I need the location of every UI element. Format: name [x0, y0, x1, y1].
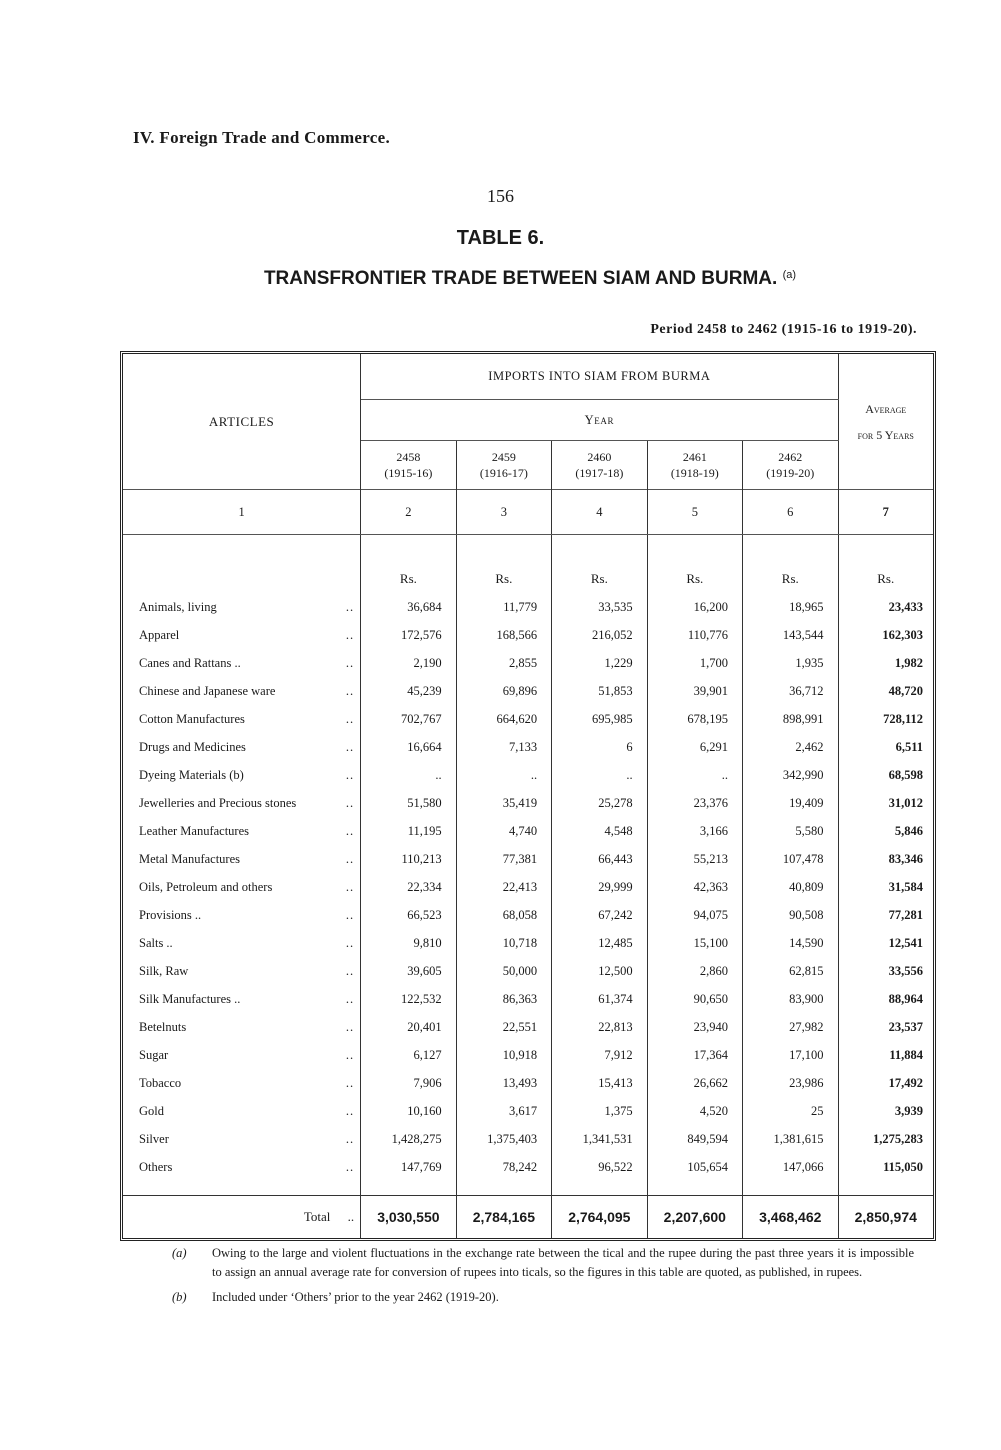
- trade-table-grid: [123, 354, 933, 1238]
- header-year-col: [361, 441, 456, 490]
- table-row: [123, 929, 933, 957]
- leader-dots: ..: [345, 935, 355, 950]
- year-value: 216,052: [552, 621, 647, 649]
- column-number-row: [123, 490, 933, 535]
- year-value: 42,363: [647, 873, 742, 901]
- total-value: 2,764,095: [552, 1196, 647, 1239]
- year-value: 22,551: [456, 1013, 551, 1041]
- leader-dots: ..: [345, 991, 355, 1006]
- year-value: 18,965: [743, 593, 838, 621]
- article-name: [123, 761, 361, 789]
- average-value: 33,556: [888, 963, 923, 978]
- table-row: [123, 733, 933, 761]
- unit-label: Rs.: [647, 535, 742, 594]
- year-value: 39,605: [361, 957, 456, 985]
- leader-dots: ..: [345, 739, 355, 754]
- year-value: 69,896: [456, 677, 551, 705]
- header-year-col: [647, 441, 742, 490]
- article-name-text: Silk Manufactures ..: [139, 991, 241, 1006]
- footnote-text: Included under ‘Others’ prior to the year 2462 (1919-20).: [212, 1290, 499, 1304]
- year-value: ..: [361, 761, 456, 789]
- year-value: 10,918: [456, 1041, 551, 1069]
- leader-dots: ..: [345, 1159, 355, 1174]
- year-value: 17,100: [743, 1041, 838, 1069]
- year-value: 45,239: [361, 677, 456, 705]
- article-name-text: Others: [139, 1159, 173, 1174]
- table-subtitle-text: TRANSFRONTIER TRADE BETWEEN SIAM AND BURMA.: [263, 268, 778, 289]
- year-value: 17,364: [647, 1041, 742, 1069]
- year-value: 1,375,403: [456, 1125, 551, 1153]
- year-value: 33,535: [552, 593, 647, 621]
- article-name: [123, 957, 361, 985]
- table-row: [123, 817, 933, 845]
- year-value: 172,576: [361, 621, 456, 649]
- table-row: [123, 789, 933, 817]
- average-value: 23,433: [888, 599, 923, 614]
- article-name-text: Provisions ..: [139, 907, 202, 922]
- year-value: 702,767: [361, 705, 456, 733]
- article-name: [123, 817, 361, 845]
- table-subtitle-note: (a): [782, 269, 797, 281]
- table-title: TABLE 6.: [456, 227, 545, 249]
- year-value: 1,229: [552, 649, 647, 677]
- leader-dots: ..: [345, 1075, 355, 1090]
- year-value: ..: [456, 761, 551, 789]
- year-value: 26,662: [647, 1069, 742, 1097]
- year-value: 898,991: [743, 705, 838, 733]
- year-value: 105,654: [647, 1153, 742, 1181]
- table-row: [123, 621, 933, 649]
- year-value: 83,900: [743, 985, 838, 1013]
- year-value: 122,532: [361, 985, 456, 1013]
- year-value: 6,291: [647, 733, 742, 761]
- unit-label: Rs.: [552, 535, 647, 594]
- article-name-text: Apparel: [139, 627, 180, 642]
- spacer-row: [123, 1181, 933, 1196]
- year-value: 678,195: [647, 705, 742, 733]
- footnote: [172, 1288, 914, 1307]
- year-value: 29,999: [552, 873, 647, 901]
- header-year-col: [743, 441, 838, 490]
- total-label-text: Total: [303, 1209, 331, 1224]
- article-name: [123, 733, 361, 761]
- year-label: 2459: [491, 450, 516, 464]
- year-value: 14,590: [743, 929, 838, 957]
- year-value: 1,700: [647, 649, 742, 677]
- year-value: 86,363: [456, 985, 551, 1013]
- year-value: 78,242: [456, 1153, 551, 1181]
- average-value: 17,492: [888, 1075, 923, 1090]
- year-value: 90,508: [743, 901, 838, 929]
- year-value: 1,428,275: [361, 1125, 456, 1153]
- total-row: [123, 1196, 933, 1239]
- header-average-line2: for 5 Years: [857, 427, 914, 442]
- year-value: 7,133: [456, 733, 551, 761]
- year-value: 55,213: [647, 845, 742, 873]
- year-span: (1918-19): [670, 466, 719, 480]
- year-value: 6,127: [361, 1041, 456, 1069]
- table-row: [123, 845, 933, 873]
- article-name-text: Jewelleries and Precious stones: [139, 795, 297, 810]
- total-value: 3,030,550: [361, 1196, 456, 1239]
- average-value: 6,511: [895, 739, 923, 754]
- average-value: 728,112: [883, 711, 923, 726]
- year-value: 25,278: [552, 789, 647, 817]
- article-name-text: Metal Manufactures: [139, 851, 241, 866]
- article-name-text: Leather Manufactures: [139, 823, 250, 838]
- article-name: [123, 1013, 361, 1041]
- article-name: [123, 1041, 361, 1069]
- article-name: [123, 789, 361, 817]
- year-value: 67,242: [552, 901, 647, 929]
- section-heading: IV. Foreign Trade and Commerce.: [133, 128, 391, 147]
- table-row: [123, 761, 933, 789]
- leader-dots: ..: [345, 879, 355, 894]
- average-value: 11,884: [889, 1047, 923, 1062]
- leader-dots: ..: [345, 1131, 355, 1146]
- article-name-text: Chinese and Japanese ware: [139, 683, 276, 698]
- year-value: 1,341,531: [552, 1125, 647, 1153]
- year-value: 3,617: [456, 1097, 551, 1125]
- leader-dots: ..: [345, 627, 355, 642]
- article-name-text: Tobacco: [139, 1075, 182, 1090]
- year-value: 7,912: [552, 1041, 647, 1069]
- year-span: (1916-17): [479, 466, 528, 480]
- article-name-text: Cotton Manufactures: [139, 711, 245, 726]
- article-name: [123, 677, 361, 705]
- year-value: 66,523: [361, 901, 456, 929]
- total-label: [123, 1196, 361, 1239]
- year-span: (1915-16): [384, 466, 433, 480]
- year-value: 23,376: [647, 789, 742, 817]
- year-value: 15,100: [647, 929, 742, 957]
- column-number: 5: [647, 490, 742, 535]
- article-name-text: Sugar: [139, 1047, 169, 1062]
- year-value: 12,485: [552, 929, 647, 957]
- year-value: 10,718: [456, 929, 551, 957]
- leader-dots: ..: [345, 1019, 355, 1034]
- table-row: [123, 593, 933, 621]
- year-value: 110,776: [647, 621, 742, 649]
- table-row: [123, 1097, 933, 1125]
- table-row: [123, 1125, 933, 1153]
- article-name: [123, 1097, 361, 1125]
- year-value: 2,190: [361, 649, 456, 677]
- year-value: 4,548: [552, 817, 647, 845]
- header-year: Year: [361, 400, 838, 441]
- year-value: 19,409: [743, 789, 838, 817]
- unit-label: Rs.: [743, 535, 838, 594]
- units-blank: [123, 535, 361, 594]
- table-row: [123, 1041, 933, 1069]
- year-value: 50,000: [456, 957, 551, 985]
- leader-dots: ..: [345, 711, 355, 726]
- header-average-line1: Average: [865, 401, 907, 416]
- article-name-text: Betelnuts: [139, 1019, 187, 1034]
- year-value: 1,935: [743, 649, 838, 677]
- year-value: 664,620: [456, 705, 551, 733]
- article-name: [123, 901, 361, 929]
- header-average: [838, 354, 933, 490]
- year-value: 13,493: [456, 1069, 551, 1097]
- total-value: 2,784,165: [456, 1196, 551, 1239]
- year-label: 2461: [682, 450, 707, 464]
- column-number: 7: [838, 490, 933, 535]
- total-value: 3,468,462: [743, 1196, 838, 1239]
- year-value: ..: [647, 761, 742, 789]
- year-value: 23,986: [743, 1069, 838, 1097]
- article-name-text: Salts ..: [139, 935, 173, 950]
- column-number: 4: [552, 490, 647, 535]
- leader-dots: ..: [345, 963, 355, 978]
- year-value: 11,195: [361, 817, 456, 845]
- unit-label: Rs.: [877, 571, 895, 586]
- average-value: 1,275,283: [873, 1131, 923, 1146]
- article-name: [123, 985, 361, 1013]
- footnote: [172, 1244, 914, 1282]
- leader-dots: ..: [345, 823, 355, 838]
- leader-dots: ..: [345, 795, 355, 810]
- average-value: 1,982: [894, 655, 923, 670]
- year-value: 77,381: [456, 845, 551, 873]
- page-number: 156: [487, 186, 514, 206]
- average-value: 12,541: [888, 935, 923, 950]
- header-year-col: [456, 441, 551, 490]
- article-name: [123, 1153, 361, 1181]
- year-value: 68,058: [456, 901, 551, 929]
- year-value: 7,906: [361, 1069, 456, 1097]
- year-value: 10,160: [361, 1097, 456, 1125]
- table-row: [123, 985, 933, 1013]
- footnote-text: Owing to the large and violent fluctuations in the exchange rate between the tical and the rupee during the past three years it is impossible to assign an annual average rate for conversion of rupees into ticals, so the figures in this table are quoted, as published, in rupees.: [212, 1246, 914, 1279]
- year-value: 110,213: [361, 845, 456, 873]
- leader-dots: ..: [345, 599, 355, 614]
- article-name: [123, 705, 361, 733]
- unit-label: Rs.: [361, 535, 456, 594]
- year-value: 36,712: [743, 677, 838, 705]
- year-value: 20,401: [361, 1013, 456, 1041]
- table-row: [123, 1153, 933, 1181]
- total-dots: ..: [347, 1209, 355, 1224]
- footnotes: [172, 1244, 914, 1313]
- header-year-col: [552, 441, 647, 490]
- article-name-text: Silver: [139, 1131, 169, 1146]
- column-number: 2: [361, 490, 456, 535]
- table-row: [123, 1013, 933, 1041]
- leader-dots: ..: [345, 767, 355, 782]
- article-name-text: Gold: [139, 1103, 164, 1118]
- average-value: 88,964: [888, 991, 923, 1006]
- average-value: 115,050: [883, 1159, 923, 1174]
- year-label: 2458: [396, 450, 421, 464]
- year-value: 39,901: [647, 677, 742, 705]
- total-average: 2,850,974: [838, 1196, 933, 1239]
- year-value: 23,940: [647, 1013, 742, 1041]
- average-value: 83,346: [888, 851, 923, 866]
- average-value: 48,720: [888, 683, 923, 698]
- leader-dots: ..: [345, 907, 355, 922]
- year-value: 107,478: [743, 845, 838, 873]
- article-name-text: Dyeing Materials (b): [139, 767, 244, 782]
- year-value: 2,462: [743, 733, 838, 761]
- table-row: [123, 677, 933, 705]
- table-row: [123, 1069, 933, 1097]
- year-value: 51,580: [361, 789, 456, 817]
- table-row: [123, 873, 933, 901]
- footnote-mark: (a): [172, 1246, 187, 1260]
- article-name: [123, 621, 361, 649]
- leader-dots: ..: [345, 655, 355, 670]
- table-row: [123, 705, 933, 733]
- total-value: 2,207,600: [647, 1196, 742, 1239]
- year-value: 27,982: [743, 1013, 838, 1041]
- average-value: 3,939: [894, 1103, 923, 1118]
- article-name-text: Silk, Raw: [139, 963, 189, 978]
- article-name-text: Oils, Petroleum and others: [139, 879, 273, 894]
- year-value: 849,594: [647, 1125, 742, 1153]
- year-value: 12,500: [552, 957, 647, 985]
- average-value: 77,281: [888, 907, 923, 922]
- year-value: 96,522: [552, 1153, 647, 1181]
- table-subtitle: [0, 268, 1001, 290]
- article-name-text: Drugs and Medicines: [139, 739, 246, 754]
- year-value: 147,066: [743, 1153, 838, 1181]
- article-name: [123, 593, 361, 621]
- unit-label: Rs.: [456, 535, 551, 594]
- year-label: 2462: [778, 450, 803, 464]
- article-name: [123, 649, 361, 677]
- footnote-mark: (b): [172, 1290, 187, 1304]
- article-name: [123, 1125, 361, 1153]
- header-articles: ARTICLES: [123, 354, 361, 490]
- article-name: [123, 929, 361, 957]
- year-value: 66,443: [552, 845, 647, 873]
- article-name: [123, 873, 361, 901]
- year-value: 143,544: [743, 621, 838, 649]
- leader-dots: ..: [345, 851, 355, 866]
- year-value: 342,990: [743, 761, 838, 789]
- average-value: 31,584: [888, 879, 923, 894]
- year-value: 4,740: [456, 817, 551, 845]
- year-value: 1,381,615: [743, 1125, 838, 1153]
- table-row: [123, 901, 933, 929]
- article-name: [123, 845, 361, 873]
- year-value: 6: [552, 733, 647, 761]
- leader-dots: ..: [345, 1047, 355, 1062]
- units-row: [123, 535, 933, 594]
- year-value: 35,419: [456, 789, 551, 817]
- year-value: 3,166: [647, 817, 742, 845]
- year-value: 61,374: [552, 985, 647, 1013]
- header-imports: IMPORTS INTO SIAM FROM BURMA: [361, 354, 838, 400]
- table-row: [123, 957, 933, 985]
- year-value: 94,075: [647, 901, 742, 929]
- leader-dots: ..: [345, 1103, 355, 1118]
- year-value: 9,810: [361, 929, 456, 957]
- column-number: 1: [123, 490, 361, 535]
- year-value: 695,985: [552, 705, 647, 733]
- year-value: ..: [552, 761, 647, 789]
- year-value: 4,520: [647, 1097, 742, 1125]
- year-value: 40,809: [743, 873, 838, 901]
- year-value: 16,664: [361, 733, 456, 761]
- year-value: 22,334: [361, 873, 456, 901]
- year-value: 36,684: [361, 593, 456, 621]
- average-value: 5,846: [894, 823, 923, 838]
- column-number: 6: [743, 490, 838, 535]
- average-value: 68,598: [888, 767, 923, 782]
- year-value: 25: [743, 1097, 838, 1125]
- year-value: 62,815: [743, 957, 838, 985]
- year-value: 16,200: [647, 593, 742, 621]
- article-name-text: Animals, living: [139, 599, 217, 614]
- year-value: 2,855: [456, 649, 551, 677]
- year-value: 90,650: [647, 985, 742, 1013]
- year-value: 168,566: [456, 621, 551, 649]
- year-span: (1917-18): [575, 466, 624, 480]
- average-value: 162,303: [882, 627, 923, 642]
- table-row: [123, 649, 933, 677]
- year-value: 2,860: [647, 957, 742, 985]
- leader-dots: ..: [345, 683, 355, 698]
- average-value: 23,537: [888, 1019, 923, 1034]
- average-value: 31,012: [888, 795, 923, 810]
- article-name: [123, 1069, 361, 1097]
- trade-table: [120, 351, 936, 1241]
- year-value: 147,769: [361, 1153, 456, 1181]
- column-number: 3: [456, 490, 551, 535]
- year-value: 5,580: [743, 817, 838, 845]
- year-value: 51,853: [552, 677, 647, 705]
- year-value: 22,813: [552, 1013, 647, 1041]
- year-value: 11,779: [456, 593, 551, 621]
- article-name-text: Canes and Rattans ..: [139, 655, 241, 670]
- year-value: 1,375: [552, 1097, 647, 1125]
- period-line: Period 2458 to 2462 (1915-16 to 1919-20).: [650, 322, 917, 337]
- year-label: 2460: [587, 450, 612, 464]
- year-value: 15,413: [552, 1069, 647, 1097]
- year-span: (1919-20): [766, 466, 815, 480]
- year-value: 22,413: [456, 873, 551, 901]
